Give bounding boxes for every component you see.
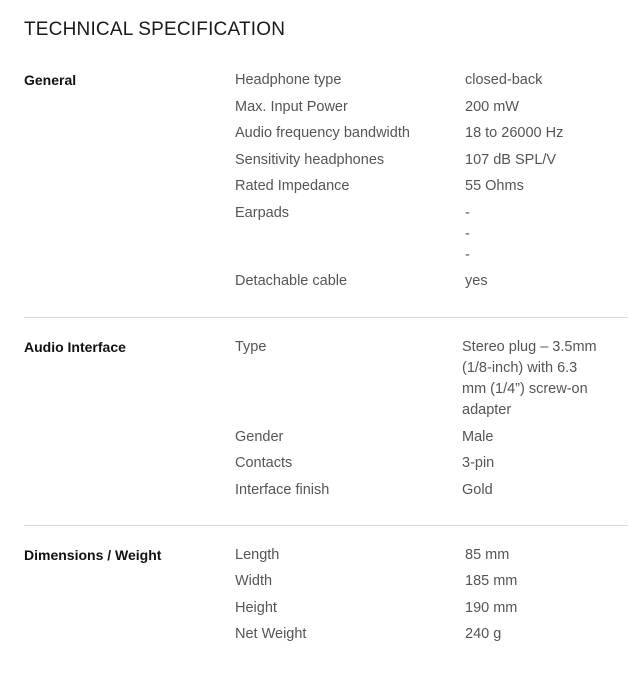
spec-value <box>465 203 615 266</box>
spec-section-audio-interface <box>24 337 628 507</box>
section-heading: General <box>24 72 77 88</box>
section-divider <box>24 317 628 318</box>
spec-value <box>465 545 615 566</box>
spec-label: Type <box>235 339 267 355</box>
spec-label: Headphone type <box>235 72 342 88</box>
spec-label: Max. Input Power <box>235 99 348 115</box>
spec-value-line: - <box>465 226 470 242</box>
spec-value-line: 107 dB SPL/V <box>465 152 557 168</box>
spec-value-line: (1/8-inch) with 6.3 <box>462 360 578 376</box>
spec-section-general <box>24 70 628 300</box>
spec-label: Contacts <box>235 455 293 471</box>
spec-value <box>465 624 615 645</box>
spec-value <box>462 337 612 421</box>
spec-value <box>462 427 612 448</box>
spec-label: Audio frequency bandwidth <box>235 125 410 141</box>
spec-label: Gender <box>235 429 284 445</box>
spec-value-line: 18 to 26000 Hz <box>465 125 564 141</box>
spec-value-line: 240 g <box>465 626 502 642</box>
spec-value <box>465 123 615 144</box>
section-heading: Audio Interface <box>24 339 126 355</box>
spec-value <box>465 176 615 197</box>
spec-value-line: Male <box>462 429 494 445</box>
spec-value-line: Stereo plug – 3.5mm <box>462 339 597 355</box>
spec-value <box>462 453 612 474</box>
spec-value-line: 55 Ohms <box>465 178 524 194</box>
spec-value-line: - <box>465 205 470 221</box>
spec-label: Rated Impedance <box>235 178 350 194</box>
spec-label: Height <box>235 600 277 616</box>
spec-value-line: Gold <box>462 482 493 498</box>
spec-label: Length <box>235 547 280 563</box>
spec-value-line: 200 mW <box>465 99 519 115</box>
spec-label: Net Weight <box>235 626 307 642</box>
spec-value-line: adapter <box>462 402 512 418</box>
spec-value <box>465 70 615 91</box>
spec-label: Sensitivity headphones <box>235 152 385 168</box>
spec-value-line: 85 mm <box>465 547 510 563</box>
spec-value <box>465 598 615 619</box>
spec-value-line: closed-back <box>465 72 543 88</box>
spec-section-dimensions-weight <box>24 545 628 655</box>
spec-value <box>462 480 612 501</box>
spec-label: Width <box>235 573 273 589</box>
spec-value-line: 3-pin <box>462 455 495 471</box>
spec-value-line: - <box>465 247 470 263</box>
section-heading: Dimensions / Weight <box>24 547 162 563</box>
spec-label: Interface finish <box>235 482 330 498</box>
spec-label: Detachable cable <box>235 273 348 289</box>
spec-value <box>465 271 615 292</box>
spec-value <box>465 150 615 171</box>
spec-value-line: mm (1/4”) screw-on <box>462 381 588 397</box>
spec-value-line: 190 mm <box>465 600 518 616</box>
spec-value-line: yes <box>465 273 488 289</box>
page-title: TECHNICAL SPECIFICATION <box>24 19 286 40</box>
spec-value <box>465 97 615 118</box>
spec-value-line: 185 mm <box>465 573 518 589</box>
section-divider <box>24 525 628 526</box>
spec-value <box>465 571 615 592</box>
spec-label: Earpads <box>235 205 290 221</box>
